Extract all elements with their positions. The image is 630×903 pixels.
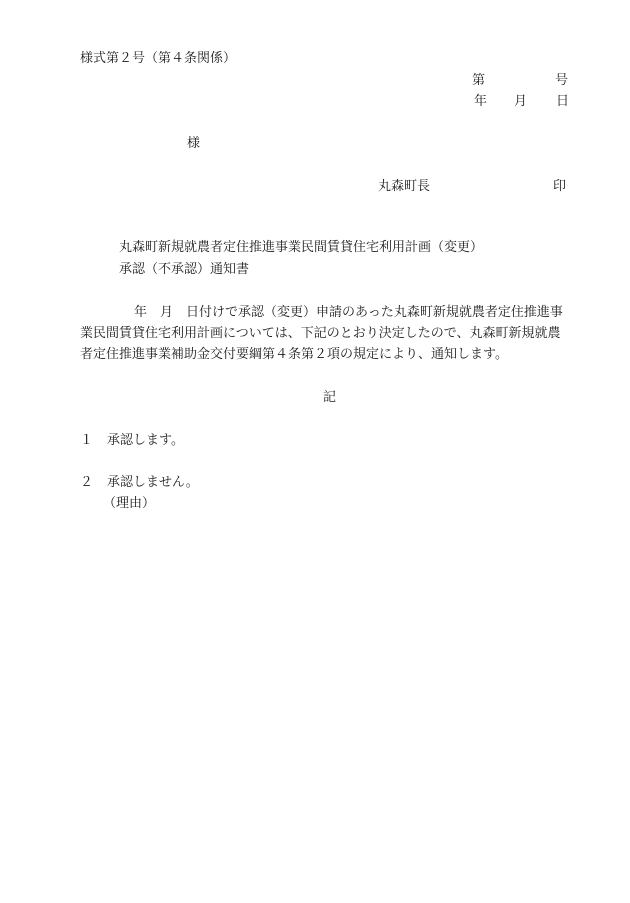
form-number: 様式第２号（第４条関係） <box>80 51 237 66</box>
ki-heading: 記 <box>323 390 337 405</box>
date-day: 日 <box>556 94 570 109</box>
title-line-2: 承認（不承認）通知書 <box>119 262 250 277</box>
date-month: 月 <box>514 94 528 109</box>
body-line-3: 者定住推進事業補助金交付要綱第４条第２項の規定により、通知します。 <box>80 347 508 362</box>
doc-number-prefix: 第 <box>472 73 486 88</box>
item-1-text: 承認します。 <box>107 433 184 448</box>
reason-label: （理由） <box>103 496 156 511</box>
item-2-text: 承認しません。 <box>107 475 199 490</box>
body-paragraph <box>80 302 577 365</box>
recipient-suffix: 様 <box>187 136 201 151</box>
item-1-number: １ <box>80 433 94 448</box>
title-line-1: 丸森町新規就農者定住推進事業民間賃貸住宅利用計画（変更） <box>119 240 484 255</box>
issuer-name: 丸森町長 <box>378 179 431 194</box>
seal-mark: 印 <box>553 179 567 194</box>
body-line-1: 年 月 日付けで承認（変更）申請のあった丸森町新規就農者定住推進事 <box>134 305 563 320</box>
doc-number-suffix: 号 <box>555 73 569 88</box>
item-2-number: ２ <box>80 475 94 490</box>
body-line-2: 業民間賃貸住宅利用計画については、下記のとおり決定したので、丸森町新規就農 <box>80 326 561 341</box>
date-year: 年 <box>474 94 488 109</box>
